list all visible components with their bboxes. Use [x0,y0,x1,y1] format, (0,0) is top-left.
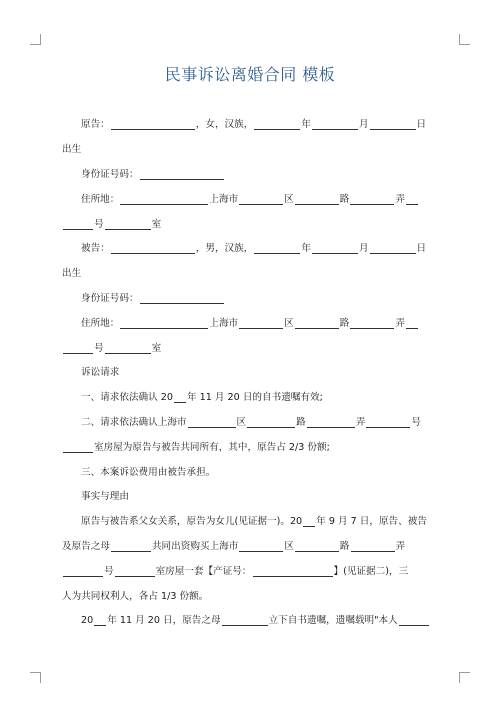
facts-p2-mother-blank[interactable] [222,616,268,626]
defendant-gender-text: ，男，汉族， [195,243,254,255]
defendant-year-blank[interactable] [254,244,300,254]
number-text: 号 [104,565,114,577]
plaintiff-label: 原告： [81,119,110,131]
room-text: 室 [151,342,162,354]
plaintiff-year-blank[interactable] [254,120,300,130]
claim-2-lane-blank[interactable] [307,418,355,428]
day-text: 日 [416,243,427,255]
crop-mark-top-right [459,34,470,45]
month-text: 月 [358,243,369,255]
facts-p2-text-c: 立下自书遗嘱，遗嘱载明"本人 [268,615,398,627]
facts-p1-line-3 [62,559,440,584]
defendant-label: 被告： [81,243,110,255]
road-text: 路 [339,540,350,552]
claim-2-room-blank[interactable] [63,443,93,453]
defendant-id-blank[interactable] [140,294,224,304]
plaintiff-gender-text: ，女，汉族， [195,119,254,131]
defendant-address-line-2 [62,336,440,361]
facts-p1-line-1 [62,510,440,535]
crop-mark-top-left [30,34,41,45]
district-text: 区 [284,317,294,329]
plaintiff-day-blank[interactable] [370,120,416,130]
city-text: 上海市 [209,317,239,329]
claim-3-text: 三、本案诉讼费用由被告承担。 [81,466,216,478]
defendant-number-blank[interactable] [63,344,93,354]
facts-p1-district-blank[interactable] [239,542,283,552]
district-text: 区 [236,416,247,428]
lane-text: 弄 [395,317,405,329]
plaintiff-address-blank[interactable] [120,195,208,205]
plaintiff-address-line [62,187,440,212]
claim-2-district-blank[interactable] [188,418,236,428]
document-body [62,113,440,634]
facts-p1-room-blank[interactable] [115,567,155,577]
claim-2-text-a: 二、请求依法确认上海市 [81,416,187,428]
defendant-name-blank[interactable] [111,244,195,254]
id-label: 身份证号码： [81,292,139,304]
facts-p1-text-a: 原告与被告系父女关系，原告为女儿(见证据一)。20 [81,516,303,528]
road-text: 路 [339,193,350,205]
claim-1 [62,386,440,411]
claim-2-number-blank[interactable] [366,418,410,428]
claims-heading: 诉讼请求 [81,367,120,379]
facts-p2-text-b: 年 11 月 20 日，原告之母 [107,615,221,627]
facts-p2-text-a: 20 [81,615,94,627]
facts-p1-text-c: 及原告之母 [62,540,110,552]
facts-heading-line [62,485,440,510]
facts-p2-line-1 [62,609,440,634]
facts-p1-text-e: 室房屋一套【产证号： [155,565,252,577]
plaintiff-room-blank[interactable] [105,220,151,230]
plaintiff-name-blank[interactable] [111,120,195,130]
number-text: 号 [411,416,421,428]
plaintiff-id-blank[interactable] [140,170,224,180]
defendant-room-blank[interactable] [105,344,151,354]
road-text: 路 [296,416,306,428]
defendant-month-blank[interactable] [312,244,358,254]
address-label: 住所地： [81,193,120,205]
plaintiff-birth-line [62,138,440,163]
plaintiff-line [62,113,440,138]
facts-p1-number-blank[interactable] [63,567,103,577]
plaintiff-id-line [62,163,440,188]
day-text: 日 [416,119,427,131]
defendant-birth-line [62,262,440,287]
facts-p1-cert-blank[interactable] [253,567,333,577]
facts-p1-text-f: 】(见证据二)，三 [333,565,409,577]
defendant-id-line [62,287,440,312]
document-title: 民事诉讼离婚合同 模板 [164,65,336,84]
crop-mark-bottom-left [30,672,41,683]
facts-p1-text-d: 共同出资购买上海市 [151,540,239,552]
facts-p2-year-blank[interactable] [94,616,106,626]
facts-p1-line-2 [62,535,440,560]
facts-p2-tail-blank[interactable] [399,616,429,626]
claim-1-text-a: 一、请求依法确认 20 [81,392,174,404]
plaintiff-number-blank[interactable] [63,220,93,230]
defendant-address-line [62,311,440,336]
number-text: 号 [94,218,104,230]
defendant-lane-tail-blank[interactable] [406,319,418,329]
lane-text: 弄 [355,416,366,428]
claim-2-road-blank[interactable] [247,418,295,428]
lane-text: 弄 [395,193,405,205]
facts-p1-text-g: 人为共同权利人，各占 1/3 份额。 [62,590,209,602]
facts-p1-year-blank[interactable] [303,517,315,527]
defendant-district-blank[interactable] [239,319,283,329]
claims-heading-line [62,361,440,386]
facts-p1-lane-blank[interactable] [351,542,395,552]
birth-text: 出生 [62,144,82,156]
plaintiff-lane-tail-blank[interactable] [406,195,418,205]
room-text: 室 [151,218,162,230]
year-text: 年 [301,243,311,255]
plaintiff-road-blank[interactable] [295,195,339,205]
claim-3 [62,460,440,485]
crop-mark-bottom-right [459,672,470,683]
month-text: 月 [358,119,369,131]
claim-1-text-b: 年 11 月 20 日的自书遗嘱有效; [187,392,323,404]
defendant-road-blank[interactable] [295,319,339,329]
defendant-day-blank[interactable] [370,244,416,254]
lane-text: 弄 [395,540,406,552]
claim-1-year-blank[interactable] [174,393,186,403]
road-text: 路 [339,317,350,329]
facts-p1-line-4 [62,584,440,609]
plaintiff-district-blank[interactable] [239,195,283,205]
claim-2-line-2 [62,435,440,460]
facts-p1-text-b: 年 9 月 7 日，原告、被告 [316,516,427,528]
city-text: 上海市 [209,193,239,205]
plaintiff-lane-blank[interactable] [350,195,394,205]
plaintiff-month-blank[interactable] [312,120,358,130]
claim-2-text-b: 室房屋为原告与被告共同所有，其中，原告占 2/3 份额; [94,441,330,453]
defendant-line [62,237,440,262]
district-text: 区 [284,540,294,552]
defendant-address-blank[interactable] [120,319,208,329]
address-label: 住所地： [81,317,120,329]
birth-text: 出生 [62,268,82,280]
plaintiff-address-line-2 [62,212,440,237]
facts-heading: 事实与理由 [81,491,129,503]
id-label: 身份证号码： [81,168,139,180]
facts-p1-road-blank[interactable] [295,542,339,552]
district-text: 区 [284,193,294,205]
defendant-lane-blank[interactable] [350,319,394,329]
year-text: 年 [301,119,311,131]
claim-2 [62,411,440,436]
facts-p1-mother-blank[interactable] [111,542,151,552]
number-text: 号 [94,342,104,354]
